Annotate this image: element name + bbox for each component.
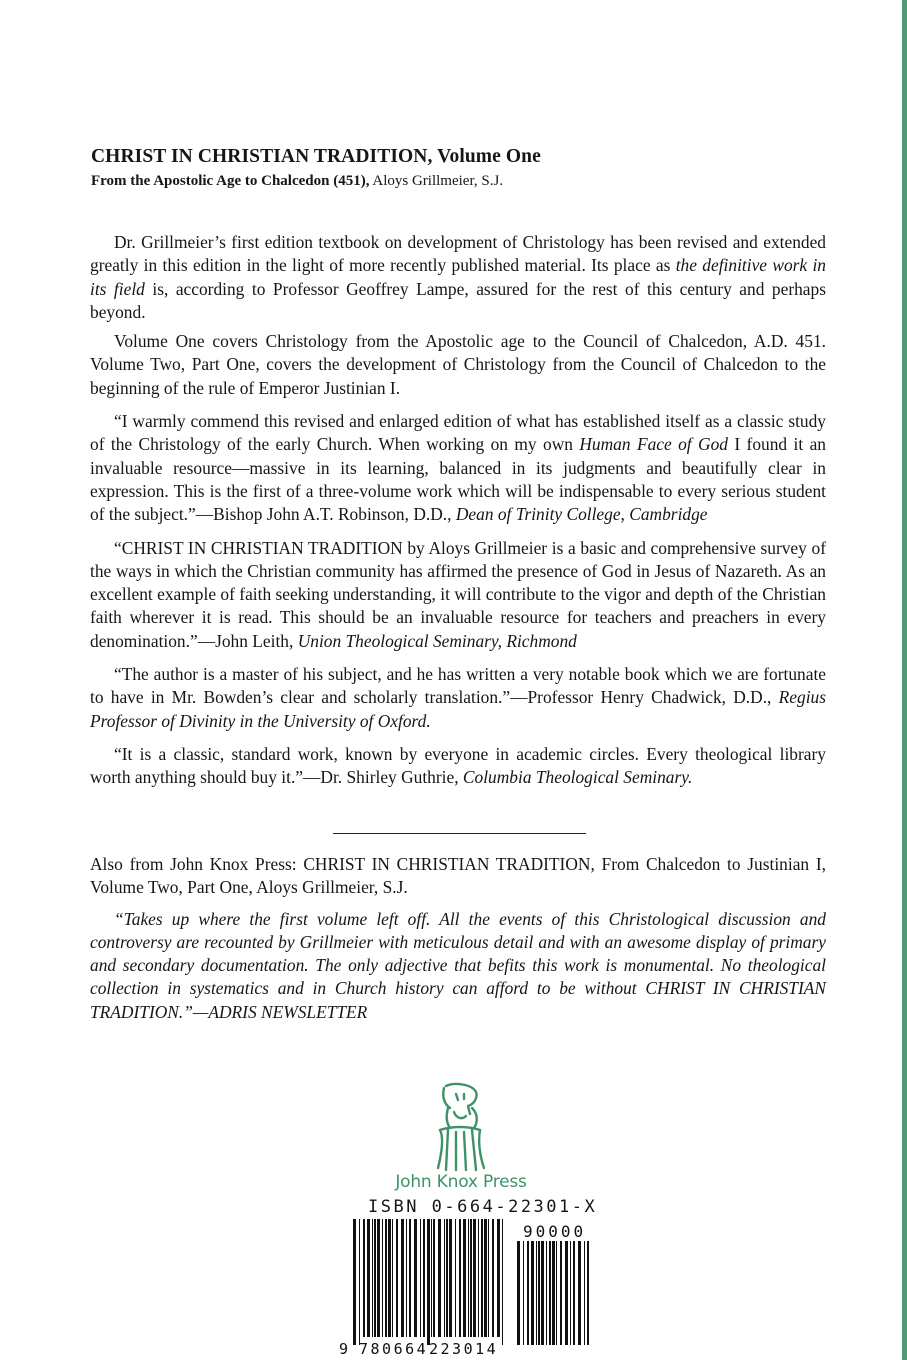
barcode-bar — [409, 1219, 411, 1337]
ean-left-digits: 780664 — [359, 1340, 429, 1357]
barcode-bar — [470, 1219, 472, 1337]
barcode-bar — [556, 1241, 557, 1345]
lampe-phrase: the definitive work in its field — [90, 255, 826, 299]
barcode-bar — [353, 1219, 356, 1345]
barcode-bar — [372, 1219, 373, 1337]
ean-barcode — [337, 1217, 595, 1357]
barcode-bar — [392, 1219, 393, 1337]
barcode-bar — [388, 1219, 391, 1337]
barcode-bar — [401, 1219, 404, 1337]
barcode-bar — [363, 1219, 365, 1337]
barcode-bar — [449, 1219, 452, 1337]
barcode-bar — [468, 1219, 469, 1337]
barcode-bar — [587, 1241, 589, 1345]
barcode-bars-main — [353, 1219, 503, 1345]
section-divider — [333, 833, 586, 834]
adris-review: “Takes up where the first volume left off. All the events of this Christological discussion and controversy are recounted by Grillmeier with meticulous detail and with an awesome display of primary and secondary documentation. The only adjective that befits this work is monumental. No theological collection in systematics and in Church history can afford to be without CHRIST IN CHRISTIAN TRADITION.”—ADRIS NEWSLETTER — [90, 908, 826, 1022]
barcode-bar — [484, 1219, 487, 1337]
barcode-bar — [546, 1241, 547, 1345]
barcode-bar — [502, 1219, 503, 1345]
quote-guthrie: “It is a classic, standard work, known by everyone in academic circles. Every theological library worth anything should buy it.”—Dr. Shirley Guthrie, Columbia Theological Seminary. — [90, 743, 826, 788]
barcode-bar — [414, 1219, 417, 1337]
price-code: 90000 — [523, 1222, 587, 1241]
subtitle-period: From the Apostolic Age to Chalcedon (451), — [91, 173, 370, 189]
barcode-bar — [359, 1219, 360, 1345]
quote-affiliation: Regius Professor of Divinity in the University of Oxford. — [90, 687, 826, 731]
barcode-bar — [406, 1219, 407, 1337]
barcode-bar — [497, 1219, 500, 1337]
isbn-label: ISBN 0-664-22301-X — [368, 1197, 598, 1217]
barcode-bar — [433, 1219, 435, 1337]
quote-affiliation: Dean of Trinity College, Cambridge — [455, 504, 708, 525]
barcode-bar — [446, 1219, 448, 1337]
barcode-bar — [492, 1219, 494, 1337]
barcode-bar — [517, 1241, 520, 1345]
barcode-bars-addon — [517, 1241, 589, 1345]
barcode-bar — [536, 1241, 537, 1345]
book-heading — [91, 145, 831, 191]
quote-affiliation: Columbia Theological Seminary. — [462, 767, 693, 788]
barcode-bar — [478, 1219, 479, 1337]
barcode-bar — [573, 1241, 575, 1345]
barcode-bar — [570, 1241, 571, 1345]
description-paragraph-1: Dr. Grillmeier’s first edition textbook on development of Christology has been revised and extended greatly in this edition in the light of more recently published material. Its place as the definitive work in its field is, according to Professor Geoffrey Lampe, assured for the rest of this century and perhaps beyond. — [90, 232, 826, 322]
john-knox-figure-icon — [434, 1082, 486, 1174]
barcode-bar — [584, 1241, 585, 1345]
book-subtitle — [91, 171, 831, 191]
barcode-bar — [481, 1219, 483, 1337]
barcode-bar — [420, 1219, 421, 1337]
barcode-bar — [427, 1219, 430, 1345]
barcode-bar — [382, 1219, 383, 1337]
barcode-bar — [463, 1219, 466, 1337]
barcode-bar — [438, 1219, 441, 1337]
book-title: CHRIST IN CHRISTIAN TRADITION, Volume One — [91, 146, 541, 167]
also-from-text: Also from John Knox Press: CHRIST IN CHRISTIAN TRADITION, From Chalcedon to Justinian I, Volume Two, Part One, Aloys Grillmeier, S.J. — [90, 854, 826, 898]
barcode-bar — [374, 1219, 376, 1337]
publisher-name: John Knox Press — [395, 1172, 527, 1192]
barcode-bar — [565, 1241, 568, 1345]
barcode-bar — [523, 1241, 524, 1345]
barcode-bar — [423, 1219, 425, 1337]
barcode-bar — [549, 1241, 551, 1345]
barcode-bar — [527, 1241, 529, 1345]
blurb-body — [90, 231, 826, 800]
barcode-bar — [488, 1219, 489, 1337]
barcode-bar — [538, 1241, 540, 1345]
description-paragraph-2: Volume One covers Christology from the Apostolic age to the Council of Chalcedon, A.D. 451. Volume Two, Part One, covers the development of Christology from the Council of Chalcedon to the beginning of the rule of Emperor Justinian I. — [90, 331, 826, 398]
barcode-bar — [396, 1219, 398, 1337]
also-from-section — [90, 853, 826, 1032]
quote-leith: “CHRIST IN CHRISTIAN TRADITION by Aloys Grillmeier is a basic and comprehensive survey of the ways in which the Christian community has affirmed the presence of God in Jesus of Nazareth. As an excellent example of faith seeking understanding, it will contribute to the vigor and depth of the Christian faith wherever it is read. This should be an invaluable resource for teachers and preachers in every denomination.”—John Leith, Union Theological Seminary, Richmond — [90, 537, 826, 651]
barcode-bar — [560, 1241, 562, 1345]
quote-robinson: “I warmly commend this revised and enlarged edition of what has established itself as a classic study of the Christology of the early Church. When working on my own Human Face of God I found it an invaluable resource—massive in its learning, balanced in its judgments and beautifully clear in expression. This is the first of a three-volume work which will be indispensable to every serious student of the subject.”—Bishop John A.T. Robinson, D.D., Dean of Trinity College, Cambridge — [90, 411, 826, 525]
quote-affiliation: Union Theological Seminary, Richmond — [297, 630, 577, 651]
barcode-bar — [459, 1219, 461, 1337]
barcode-bar — [473, 1219, 476, 1337]
barcode-bar — [367, 1219, 370, 1337]
quote-chadwick: “The author is a master of his subject, and he has written a very notable book which we are fortunate to have in Mr. Bowden’s clear and scholarly translation.”—Professor Henry Chadwick, D.D., Regius Professor of Divinity in the University of Oxford. — [90, 664, 826, 731]
barcode-bar — [578, 1241, 581, 1345]
barcode-bar — [444, 1219, 445, 1337]
barcode-bar — [552, 1241, 555, 1345]
barcode-bar — [385, 1219, 387, 1337]
barcode-bar — [431, 1219, 432, 1337]
barcode-bar — [541, 1241, 544, 1345]
barcode-bar — [377, 1219, 380, 1337]
ean-right-digits: 223014 — [429, 1340, 499, 1357]
barcode-bar — [531, 1241, 534, 1345]
book-author: Aloys Grillmeier, S.J. — [372, 173, 504, 189]
ean-prefix-digit: 9 — [339, 1340, 349, 1357]
barcode-bar — [455, 1219, 456, 1337]
spine-edge-stripe — [902, 0, 907, 1360]
